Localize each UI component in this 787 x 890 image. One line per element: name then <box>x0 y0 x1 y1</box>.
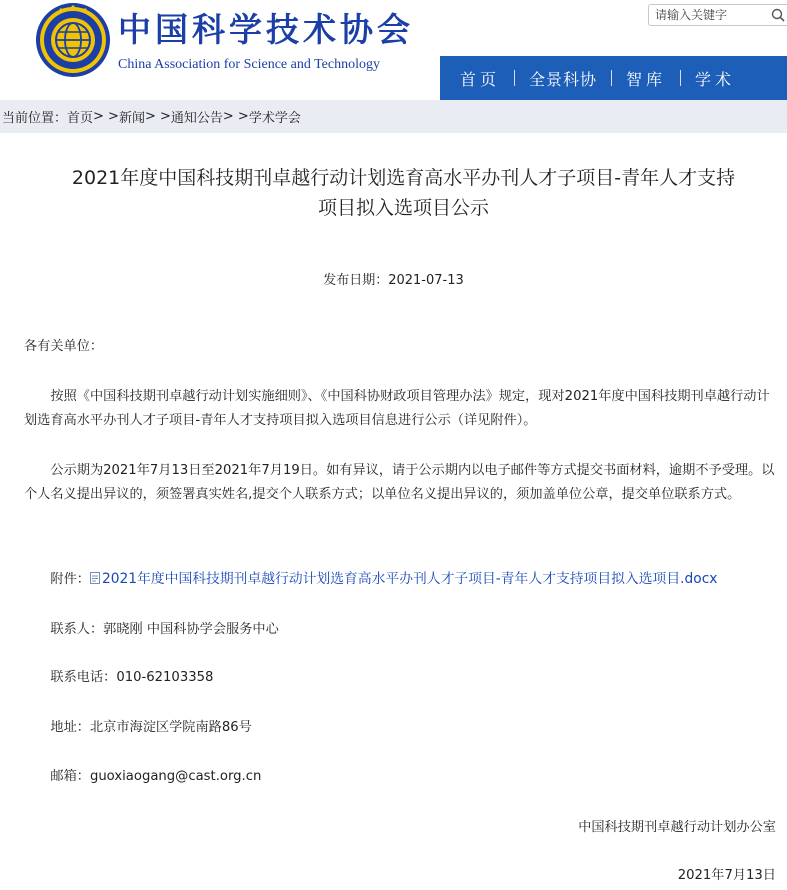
paragraph-basis: 按照《中国科技期刊卓越行动计划实施细则》、《中国科协财政项目管理办法》规定，现对2021年度中国科技期刊卓越行动计划选育高水平办刊人才子项目-青年人才支持项目拟入选项目信息进行公示（详见附件）。 <box>24 389 770 428</box>
breadcrumb <box>0 100 787 133</box>
nav-item-home[interactable]: 首页 <box>460 69 501 89</box>
site-header <box>0 0 787 100</box>
signature-date: 2021年7月13日 <box>677 868 776 883</box>
nav-item-think-tank[interactable]: 智库 <box>626 69 667 89</box>
attachment-line <box>24 567 776 592</box>
cast-emblem-icon[interactable] <box>35 2 111 78</box>
document-icon <box>90 572 100 584</box>
breadcrumb-separator: > > <box>93 109 119 124</box>
search-box <box>648 4 787 26</box>
main-nav <box>440 56 787 100</box>
issuing-office: 中国科技期刊卓越行动计划办公室 <box>578 820 776 835</box>
breadcrumb-academic-societies[interactable]: 学术学会 <box>248 111 301 126</box>
breadcrumb-label: 当前位置： <box>2 111 68 126</box>
contact-person: 联系人：郭晓刚 中国科协学会服务中心 <box>50 622 279 637</box>
article-title <box>20 163 787 223</box>
attachment-download-link[interactable]: 2021年度中国科技期刊卓越行动计划选育高水平办刊人才子项目-青年人才支持项目拟入选项目.docx <box>101 571 718 587</box>
contact-email: 邮箱：guoxiaogang@cast.org.cn <box>50 769 262 784</box>
breadcrumb-separator: > > <box>144 109 171 124</box>
contact-phone: 联系电话：010-62103358 <box>50 670 214 685</box>
nav-divider <box>514 70 515 86</box>
publish-date: 发布日期：2021-07-13 <box>323 273 464 288</box>
contact-address: 地址：北京市海淀区学院南路86号 <box>50 720 252 735</box>
site-logo-english[interactable]: China Association for Science and Technology <box>118 57 380 72</box>
site-logo-chinese[interactable]: 中国科学技术协会 <box>118 10 414 49</box>
breadcrumb-home[interactable]: 首页 <box>67 111 94 126</box>
nav-item-academic[interactable]: 学术 <box>695 69 736 89</box>
search-icon[interactable] <box>771 8 785 22</box>
breadcrumb-separator: > > <box>222 109 249 124</box>
salutation: 各有关单位： <box>24 339 104 354</box>
breadcrumb-notices[interactable]: 通知公告 <box>170 111 223 126</box>
search-input[interactable] <box>655 6 765 24</box>
breadcrumb-news[interactable]: 新闻 <box>118 111 145 126</box>
nav-item-overview[interactable]: 全景科协 <box>529 69 598 89</box>
article-title-line-1: 2021年度中国科技期刊卓越行动计划选育高水平办刊人才子项目-青年人才支持 <box>71 167 736 189</box>
paragraph-objection-period: 公示期为2021年7月13日至2021年7月19日。如有异议，请于公示期内以电子邮件等方式提交书面材料，逾期不予受理。以个人名义提出异议的，须签署真实姓名,提交个人联系方式；以单位名义提出异议的，须加盖单位公章，提交单位联系方式。 <box>24 463 775 502</box>
nav-divider <box>611 70 612 86</box>
article-title-line-2: 项目拟入选项目公示 <box>317 197 489 219</box>
nav-divider <box>680 70 681 86</box>
attachment-label: 附件： <box>50 572 90 587</box>
